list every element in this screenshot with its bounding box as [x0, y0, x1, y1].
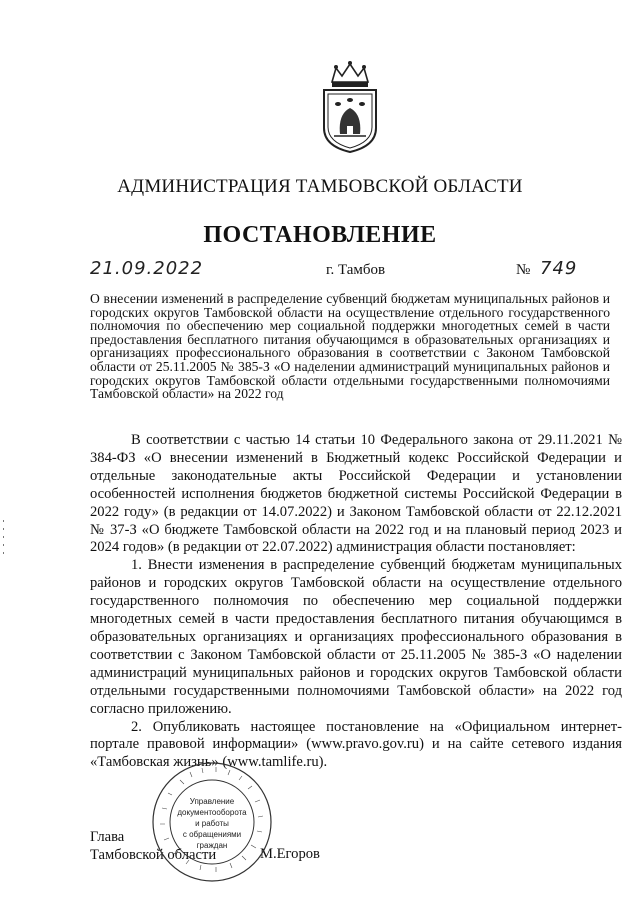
document-number: 749: [540, 258, 578, 279]
document-body: [90, 432, 622, 772]
document-date: 21.09.2022: [90, 258, 204, 279]
stamp-line-2: документооборота: [177, 808, 247, 817]
body-preamble: В соответствии с частью 14 статьи 10 Федерального закона от 29.11.2021 № 384-ФЗ «О внесении изменений в Бюджетный кодекс Российской Федерации и отдельные законодательные акты Российской Федерации и установлении особенностей исполнения бюджетов бюджетной системы Российской Федерации в 2022 году» (в редакции от 14.07.2022) и Законом Тамбовской области от 22.12.2021 № 37-З «О бюджете Тамбовской области на 2022 год и на плановый период 2023 и 2024 годов» (в редакции от 22.07.2022) администрация области постановляет:: [90, 432, 622, 556]
organization-title: АДМИНИСТРАЦИЯ ТАМБОВСКОЙ ОБЛАСТИ: [117, 176, 523, 197]
signature-position-line-1: Глава: [90, 829, 125, 845]
document-city: г. Тамбов: [326, 262, 386, 278]
document-type-title: ПОСТАНОВЛЕНИЕ: [203, 222, 437, 248]
stamp-line-1: Управление: [189, 797, 235, 806]
stamp-line-5: граждан: [196, 841, 228, 850]
body-item-2: 2. Опубликовать настоящее постановление на «Официальном интернет-портале правовой информации» (www.pravo.gov.ru) и на сайте сетевого издания «Тамбовская жизнь» (www.tamlife.ru).: [90, 718, 622, 771]
signatory-name: М.Егоров: [260, 846, 320, 862]
body-item-1: 1. Внести изменения в распределение субвенций бюджетам муниципальных районов и городских округов Тамбовской области на осуществление отдельного государственного полномочия по обеспечению мер социальной поддержки многодетных семей в части предоставления бесплатного питания обучающимся в образовательных организациях и организациях профессионального образования в соответствии с Законом Тамбовской области от 25.11.2005 № 385-З «О наделении администраций муниципальных районов и городских округов Тамбовской области отдельными государственными полномочиями Тамбовской области» на 2022 год согласно приложению.: [90, 557, 622, 717]
stamp-line-4: с обращениями: [182, 830, 242, 839]
document-subject: О внесении изменений в распределение субвенций бюджетам муниципальных районов и городских округов Тамбовской области на осуществление отдельного государственного полномочия по обеспечению мер социальной поддержки многодетных семей в части предоставления бесплатного питания обучающимся в образовательных организациях и организациях профессионального образования в соответствии с Законом Тамбовской области от 25.11.2005 № 385-З «О наделении администраций муниципальных районов и городских округов Тамбовской области отдельными государственными полномочиями Тамбовской области» на 2022 год: [90, 291, 610, 402]
signature-position-line-2: Тамбовской области: [90, 847, 217, 863]
registration-stamp-icon: [150, 760, 274, 884]
stamp-line-3: и работы: [195, 819, 229, 828]
document-number-label: №: [516, 262, 531, 278]
tambov-coat-of-arms-icon: [318, 58, 382, 154]
scan-edge-marks: [3, 520, 6, 560]
